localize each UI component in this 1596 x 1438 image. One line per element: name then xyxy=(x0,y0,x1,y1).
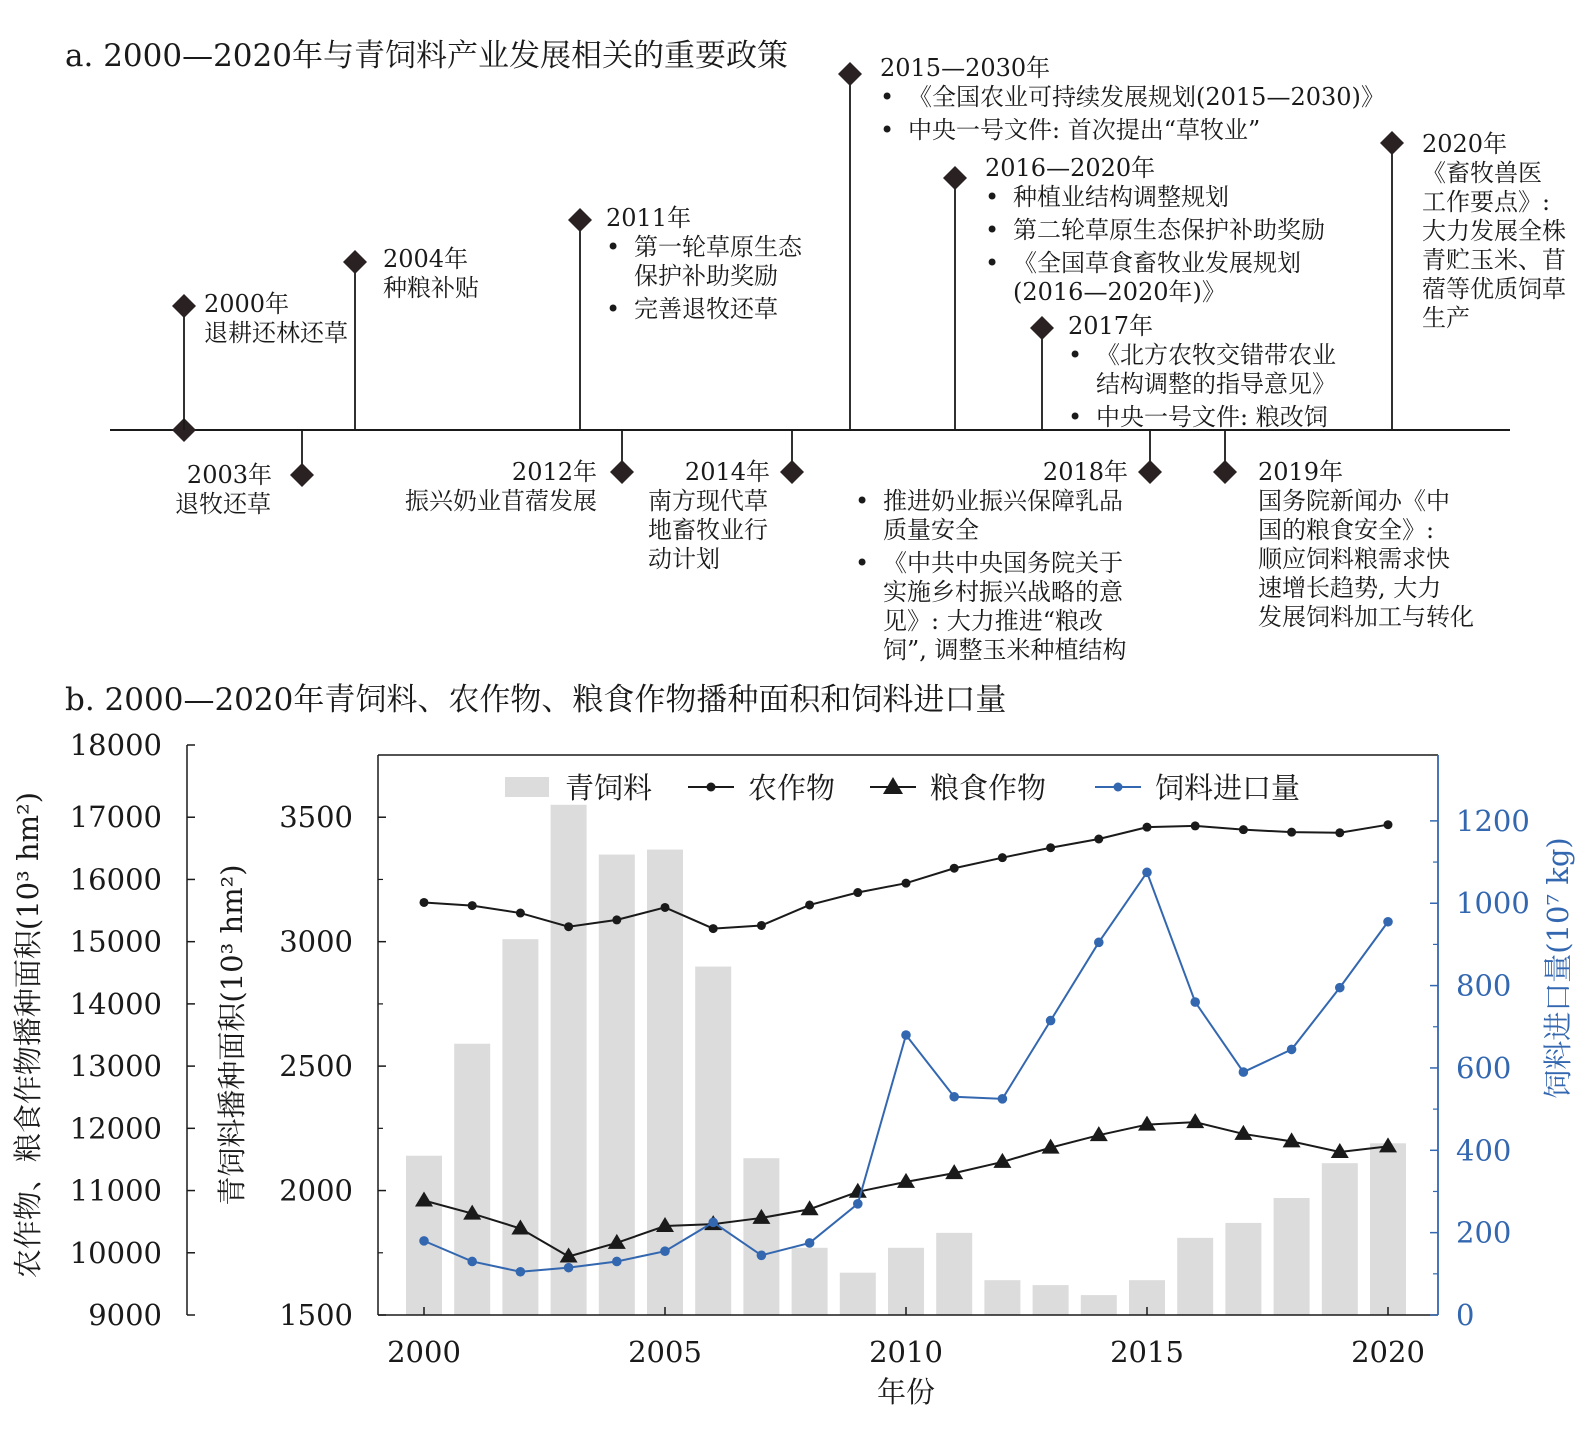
timeline-event-above xyxy=(172,290,348,430)
timeline-event-below xyxy=(405,430,634,515)
event-text: 青贮玉米、苜 xyxy=(1422,246,1566,274)
event-text: 大力发展全株 xyxy=(1422,217,1566,245)
legend-label: 饲料进口量 xyxy=(1155,771,1301,805)
outer-left-tick-label: 11000 xyxy=(69,1173,162,1208)
event-text: 《畜牧兽医 xyxy=(1422,159,1542,187)
bullet-text: 保护补助奖励 xyxy=(634,262,778,290)
right-tick-label: 400 xyxy=(1456,1133,1512,1168)
legend-label: 粮食作物 xyxy=(930,771,1047,805)
legend xyxy=(505,771,1300,805)
event-text: 生产 xyxy=(1422,304,1470,332)
event-diamond xyxy=(1213,460,1237,484)
data-point xyxy=(612,1257,622,1267)
outer-left-tick-label: 15000 xyxy=(69,924,162,959)
event-year: 2016—2020年 xyxy=(985,154,1156,182)
bullet-text: 《全国草食畜牧业发展规划 xyxy=(1013,249,1301,277)
right-tick-label: 200 xyxy=(1456,1215,1512,1250)
right-tick-label: 600 xyxy=(1456,1050,1512,1085)
event-text: 退耕还林还草 xyxy=(204,319,348,347)
inner-left-tick-label: 1500 xyxy=(279,1298,353,1332)
x-tick-label: 2005 xyxy=(628,1335,702,1369)
legend-marker xyxy=(1114,783,1123,792)
bar xyxy=(1274,1198,1310,1315)
event-year: 2017年 xyxy=(1068,312,1154,340)
event-text: 地畜牧业行 xyxy=(648,516,768,544)
event-diamond xyxy=(172,294,196,318)
data-point xyxy=(1384,820,1393,829)
outer-left-axis-label: 农作物、粮食作物播种面积(10³ hm²) xyxy=(11,791,45,1279)
bullet-text: 完善退牧还草 xyxy=(634,295,778,323)
bar xyxy=(888,1248,924,1315)
bullet-dot: • xyxy=(606,233,621,261)
bar xyxy=(1033,1285,1069,1315)
data-point xyxy=(805,900,814,909)
event-text: 国务院新闻办《中 xyxy=(1258,487,1450,515)
bar xyxy=(406,1156,442,1315)
data-point xyxy=(1143,823,1152,832)
data-point xyxy=(564,1263,574,1273)
policy-timeline xyxy=(110,54,1566,664)
outer-left-tick-label: 12000 xyxy=(69,1111,162,1146)
inner-left-tick-label: 2000 xyxy=(279,1173,353,1208)
bullet-text: 中央一号文件: 首次提出“草牧业” xyxy=(908,116,1261,144)
event-diamond xyxy=(1380,131,1404,155)
event-text: 速增长趋势, 大力 xyxy=(1258,574,1442,602)
data-point xyxy=(998,1094,1008,1104)
right-tick-label: 800 xyxy=(1456,968,1512,1003)
bar xyxy=(743,1158,779,1315)
chart-area xyxy=(11,728,1575,1409)
event-text: 国的粮食安全》: xyxy=(1258,516,1435,544)
data-point xyxy=(757,921,766,930)
bullet-dot: • xyxy=(985,249,1000,277)
event-text: 蓿等优质饲草 xyxy=(1422,275,1566,303)
event-year: 2019年 xyxy=(1258,458,1344,486)
data-point xyxy=(467,1257,477,1267)
bar xyxy=(1177,1238,1213,1315)
event-text: 南方现代草 xyxy=(648,487,768,515)
data-point xyxy=(1046,843,1055,852)
bullet-dot: • xyxy=(855,549,870,577)
bar xyxy=(792,1248,828,1315)
bullet-dot: • xyxy=(985,216,1000,244)
outer-left-tick-label: 9000 xyxy=(88,1298,162,1332)
timeline-event-above xyxy=(1380,130,1566,430)
legend-marker-triangle xyxy=(883,777,903,794)
data-point xyxy=(1239,825,1248,834)
bar xyxy=(1081,1295,1117,1315)
timeline-event-above xyxy=(568,204,803,430)
bar xyxy=(647,850,683,1315)
data-point xyxy=(419,1236,429,1246)
data-point xyxy=(1094,835,1103,844)
data-point xyxy=(998,853,1007,862)
bullet-dot: • xyxy=(1068,403,1083,431)
bar xyxy=(936,1233,972,1315)
bullet-text: 《中共中央国务院关于 xyxy=(883,549,1123,577)
inner-left-tick-label: 3500 xyxy=(279,800,353,835)
bar xyxy=(502,939,538,1315)
data-point xyxy=(805,1238,815,1248)
event-year: 2004年 xyxy=(383,245,469,273)
data-point xyxy=(420,898,429,907)
bullet-dot: • xyxy=(1068,341,1083,369)
data-point xyxy=(1383,917,1393,927)
data-point xyxy=(1094,938,1104,948)
x-tick-label: 2010 xyxy=(869,1335,943,1369)
bullet-text: 中央一号文件: 粮改饲 xyxy=(1096,403,1328,431)
bullet-text: 实施乡村振兴战略的意 xyxy=(883,578,1123,606)
data-point xyxy=(901,1030,911,1040)
bullet-text: (2016—2020年)》 xyxy=(1013,278,1226,306)
data-point xyxy=(516,909,525,918)
data-point xyxy=(564,922,573,931)
timeline-event-below xyxy=(855,430,1162,664)
inner-left-axis-label: 青饲料播种面积(10³ hm²) xyxy=(215,864,249,1206)
bullet-text: 《北方农牧交错带农业 xyxy=(1096,341,1336,369)
data-point xyxy=(468,901,477,910)
bullet-text: 种植业结构调整规划 xyxy=(1013,183,1229,211)
event-text: 顺应饲料粮需求快 xyxy=(1258,545,1450,573)
bullet-text: 质量安全 xyxy=(883,516,979,544)
outer-left-tick-label: 14000 xyxy=(69,986,162,1021)
bullet-dot: • xyxy=(855,487,870,515)
event-year: 2011年 xyxy=(606,204,692,232)
event-year: 2018年 xyxy=(1042,458,1128,486)
bullet-text: 见》: 大力推进“粮改 xyxy=(883,607,1103,635)
data-point-triangle xyxy=(1138,1116,1156,1131)
outer-left-tick-label: 13000 xyxy=(69,1049,162,1084)
bar xyxy=(840,1273,876,1315)
bullet-dot: • xyxy=(985,183,1000,211)
event-year: 2003年 xyxy=(186,461,272,489)
event-text: 动计划 xyxy=(648,545,720,573)
data-point xyxy=(1191,821,1200,830)
bar xyxy=(984,1280,1020,1315)
right-tick-label: 0 xyxy=(1456,1298,1475,1332)
x-tick-label: 2015 xyxy=(1110,1335,1184,1369)
bullet-text: 饲”, 调整玉米种植结构 xyxy=(883,636,1127,664)
right-tick-label: 1200 xyxy=(1456,803,1530,838)
panel-b-title: b. 2000—2020年青饲料、农作物、粮食作物播种面积和饲料进口量 xyxy=(65,682,1007,718)
event-year: 2015—2030年 xyxy=(880,54,1051,82)
legend-swatch xyxy=(505,777,549,797)
data-point xyxy=(612,915,621,924)
bar xyxy=(695,967,731,1315)
outer-left-tick-label: 16000 xyxy=(69,862,162,897)
data-point xyxy=(660,1246,670,1256)
data-point xyxy=(1287,828,1296,837)
event-text: 退牧还草 xyxy=(175,490,271,518)
bullet-dot: • xyxy=(880,83,895,111)
legend-marker xyxy=(707,783,716,792)
bullet-text: 第二轮草原生态保护补助奖励 xyxy=(1013,216,1325,244)
event-diamond xyxy=(838,62,862,86)
bar xyxy=(551,805,587,1315)
data-point xyxy=(1287,1045,1297,1055)
timeline-event-below xyxy=(648,430,804,573)
event-diamond xyxy=(290,463,314,487)
bullet-dot: • xyxy=(880,116,895,144)
event-diamond xyxy=(943,166,967,190)
data-point-triangle xyxy=(1186,1113,1204,1128)
timeline-event-below xyxy=(1213,430,1474,631)
event-text: 振兴奶业苜蓿发展 xyxy=(405,487,597,515)
bar xyxy=(1322,1163,1358,1315)
event-year: 2012年 xyxy=(511,458,597,486)
inner-left-tick-label: 3000 xyxy=(279,924,353,959)
data-point xyxy=(757,1250,767,1260)
event-text: 种粮补贴 xyxy=(383,274,479,302)
x-tick-label: 2000 xyxy=(387,1335,461,1369)
timeline-event-below xyxy=(175,430,314,518)
right-tick-label: 1000 xyxy=(1456,886,1530,921)
bar xyxy=(1225,1223,1261,1315)
data-point xyxy=(853,1199,863,1209)
data-point xyxy=(950,864,959,873)
outer-left-tick-label: 10000 xyxy=(69,1235,162,1270)
legend-label: 农作物 xyxy=(748,771,836,805)
outer-left-tick-label: 17000 xyxy=(69,800,162,835)
x-tick-label: 2020 xyxy=(1351,1335,1425,1369)
bullet-text: 结构调整的指导意见》 xyxy=(1096,370,1336,398)
data-point xyxy=(1335,983,1345,993)
data-point xyxy=(1190,997,1200,1007)
panel-a-title: a. 2000—2020年与青饲料产业发展相关的重要政策 xyxy=(65,38,788,74)
data-point xyxy=(949,1092,959,1102)
event-year: 2014年 xyxy=(684,458,770,486)
data-point xyxy=(1142,868,1152,878)
event-text: 工作要点》: xyxy=(1422,188,1551,216)
event-diamond xyxy=(1138,460,1162,484)
event-year: 2000年 xyxy=(204,290,290,318)
bullet-text: 推进奶业振兴保障乳品 xyxy=(883,487,1123,515)
bar xyxy=(1370,1143,1406,1315)
bullet-dot: • xyxy=(606,295,621,323)
data-point xyxy=(1335,828,1344,837)
data-point xyxy=(1046,1016,1056,1026)
data-point xyxy=(902,879,911,888)
inner-left-tick-label: 2500 xyxy=(279,1049,353,1084)
bullet-text: 第一轮草原生态 xyxy=(634,233,802,261)
data-point xyxy=(661,903,670,912)
event-year: 2020年 xyxy=(1422,130,1508,158)
data-point xyxy=(853,888,862,897)
data-point xyxy=(708,1218,718,1228)
data-point xyxy=(516,1267,526,1277)
legend-label: 青饲料 xyxy=(565,771,653,805)
timeline-event-above xyxy=(1030,312,1336,431)
event-diamond xyxy=(568,208,592,232)
event-text: 发展饲料加工与转化 xyxy=(1258,603,1474,631)
x-axis-label: 年份 xyxy=(876,1375,936,1409)
bullet-text: 《全国农业可持续发展规划(2015—2030)》 xyxy=(908,83,1385,111)
event-diamond xyxy=(343,250,367,274)
timeline-event-above xyxy=(343,245,479,430)
outer-left-tick-label: 18000 xyxy=(69,728,162,762)
event-diamond xyxy=(1030,316,1054,340)
data-point xyxy=(709,924,718,933)
right-axis-label: 饲料进口量(10⁷ kg) xyxy=(1541,837,1575,1099)
event-diamond xyxy=(610,460,634,484)
event-diamond xyxy=(780,460,804,484)
data-point xyxy=(1239,1067,1249,1077)
bar xyxy=(454,1044,490,1315)
